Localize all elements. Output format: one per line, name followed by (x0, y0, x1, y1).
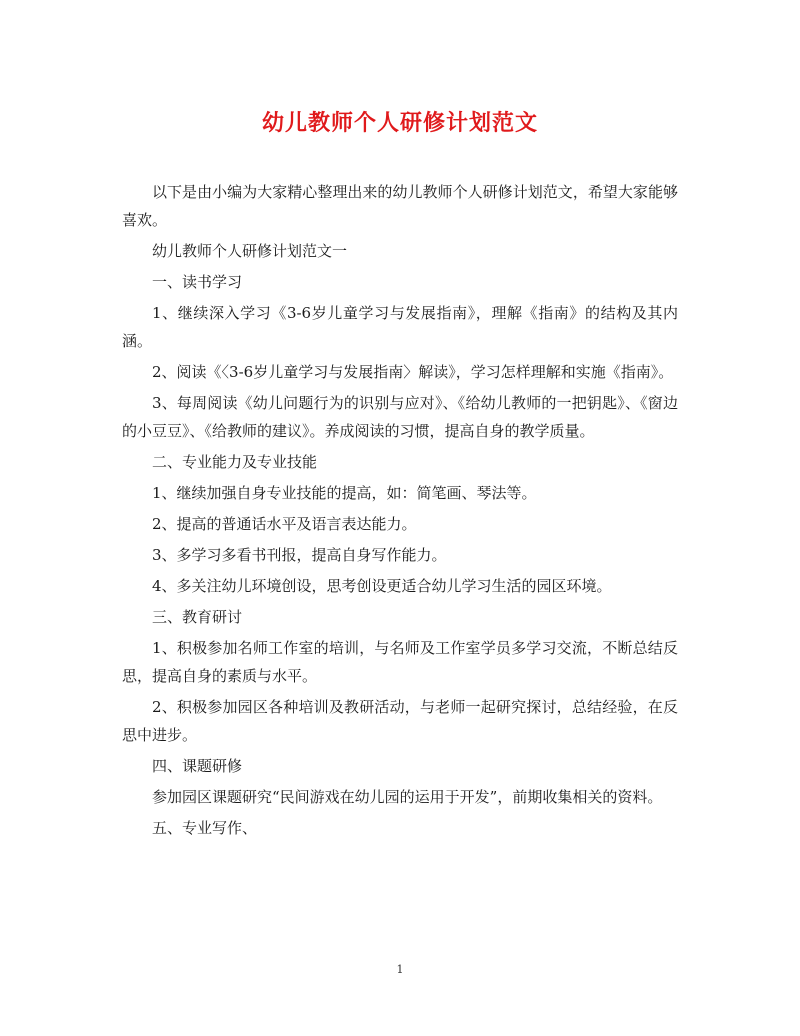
paragraph-item: 2、阅读《〈3-6岁儿童学习与发展指南〉解读》，学习怎样理解和实施《指南》。 (152, 363, 674, 381)
document-body (122, 178, 678, 842)
paragraph-item: 2、提高的普通话水平及语言表达能力。 (152, 515, 417, 533)
page-number: 1 (396, 963, 404, 976)
section-heading-project: 四、课题研修 (152, 757, 243, 775)
paragraph-item: 3、多学习多看书刊报，提高自身写作能力。 (152, 546, 447, 564)
subtitle-paragraph: 幼儿教师个人研修计划范文一 (152, 242, 348, 260)
section-heading-skills: 二、专业能力及专业技能 (152, 453, 318, 471)
paragraph-item: 1、积极参加名师工作室的培训，与名师及工作室学员多学习交流，不断总结反思，提高自身的素质与水平。 (122, 639, 678, 685)
section-heading-writing: 五、专业写作、 (152, 819, 258, 837)
paragraph-item: 2、积极参加园区各种培训及教研活动，与老师一起研究探讨，总结经验，在反思中进步。 (122, 698, 678, 744)
paragraph-item: 4、多关注幼儿环境创设，思考创设更适合幼儿学习生活的园区环境。 (152, 577, 612, 595)
paragraph-item: 3、每周阅读《幼儿问题行为的识别与应对》、《给幼儿教师的一把钥匙》、《窗边的小豆豆》、《给教师的建议》。养成阅读的习惯，提高自身的教学质量。 (122, 394, 678, 440)
paragraph-item: 1、继续深入学习《3-6岁儿童学习与发展指南》，理解《指南》的结构及其内涵。 (122, 304, 678, 350)
section-heading-research: 三、教育研讨 (152, 608, 243, 626)
document-title: 幼儿教师个人研修计划范文 (261, 110, 538, 136)
section-heading-reading: 一、读书学习 (152, 273, 243, 291)
paragraph-item: 1、继续加强自身专业技能的提高，如：简笔画、琴法等。 (152, 484, 537, 502)
intro-paragraph: 以下是由小编为大家精心整理出来的幼儿教师个人研修计划范文，希望大家能够喜欢。 (122, 183, 678, 229)
paragraph-item: 参加园区课题研究“民间游戏在幼儿园的运用于开发”，前期收集相关的资料。 (152, 788, 663, 806)
